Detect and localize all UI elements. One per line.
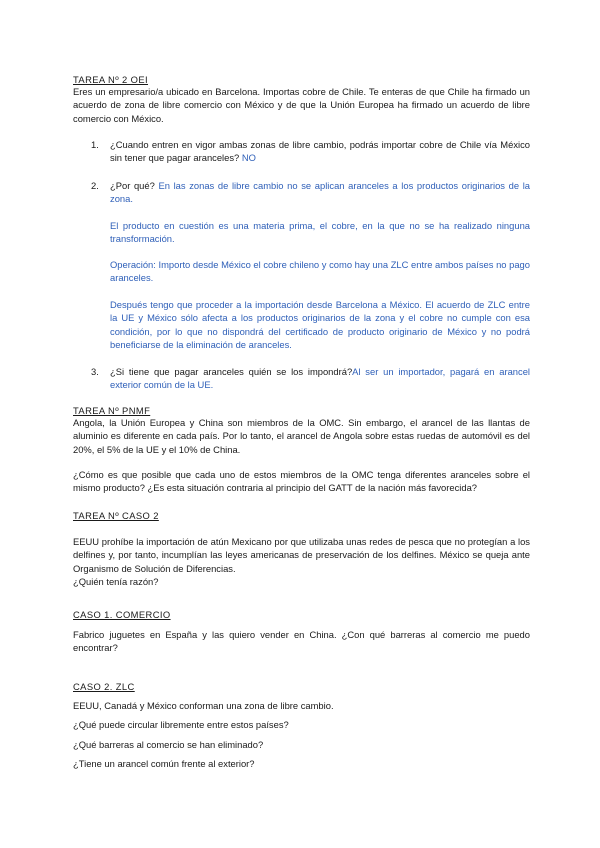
section-heading-pnmf: TAREA Nº PNMF xyxy=(73,405,151,416)
q3-number: 3. xyxy=(91,366,99,377)
section-heading-caso2-tarea: TAREA Nº CASO 2 xyxy=(73,510,159,521)
q2-paragraph-2: El producto en cuestión es una materia prima, el cobre, en la que no se ha realizado ninguna transformación. xyxy=(110,220,530,245)
caso1-paragraph: Fabrico juguetes en España y las quiero vender en China. ¿Con qué barreras al comercio me puedo encontrar? xyxy=(73,629,530,654)
q1-item xyxy=(110,138,530,165)
q3-answer: Al ser un importador, pagará en arancel exterior común de la UE. xyxy=(110,366,530,391)
oei-intro: Eres un empresario/a ubicado en Barcelona. Importas cobre de Chile. Te enteras de que Chile ha firmado un acuerdo de zona de libre comercio con México y de que la Unión Europea ha firmado un acuerdo de libre comercio con México. xyxy=(73,86,530,124)
caso2-line-2: ¿Qué puede circular libremente entre estos países? xyxy=(73,719,289,730)
caso2-line-4: ¿Tiene un arancel común frente al exterior? xyxy=(73,758,255,769)
q2-text: ¿Por qué? xyxy=(110,180,155,191)
caso2-line-1: EEUU, Canadá y México conforman una zona de libre cambio. xyxy=(73,700,334,711)
q3-item xyxy=(110,365,530,392)
q2-item xyxy=(110,179,530,206)
q1-number: 1. xyxy=(91,139,99,150)
q2-answer: En las zonas de libre cambio no se aplican aranceles a los productos originarios de la zona. xyxy=(110,180,530,205)
q3-text: ¿Si tiene que pagar aranceles quién se los impondrá? xyxy=(110,366,353,377)
pnmf-paragraph-2: ¿Cómo es que posible que cada uno de estos miembros de la OMC tenga diferentes aranceles sobre el mismo producto? ¿Es esta situación contraria al principio del GATT de la nación más favorecida? xyxy=(73,469,530,494)
caso2-tarea-paragraph-1: EEUU prohíbe la importación de atún Mexicano por que utilizaba unas redes de pesca que no protegían a los delfines y, por tanto, incumplían las leyes americanas de preservación de los delfines. México se queja ante Organismo de Solución de Diferencias. xyxy=(73,536,530,574)
caso2-line-3: ¿Qué barreras al comercio se han eliminado? xyxy=(73,739,264,750)
q2-paragraph-3: Operación: Importo desde México el cobre chileno y como hay una ZLC entre ambos países no pago aranceles. xyxy=(110,259,530,284)
section-heading-caso1: CASO 1. COMERCIO xyxy=(73,609,171,620)
q2-paragraph-4: Después tengo que proceder a la importación desde Barcelona a México. El acuerdo de ZLC entre la UE y México sólo afecta a los productos originarios de la zona y el cobre no cumple con esa condición, por lo que no dispondrá del certificado de producto originario de México y no podrá beneficiarse de la eliminación de aranceles. xyxy=(110,299,530,351)
q1-answer: NO xyxy=(239,152,256,164)
section-heading-caso2-zlc: CASO 2. ZLC xyxy=(73,681,135,692)
pnmf-paragraph-1: Angola, la Unión Europea y China son miembros de la OMC. Sin embargo, el arancel de las llantas de aluminio es diferente en cada país. Por lo tanto, el arancel de Angola sobre estas ruedas de automóvil es del 20%, el 5% de la UE y el 10% de China. xyxy=(73,417,530,455)
caso2-tarea-paragraph-2: ¿Quién tenía razón? xyxy=(73,576,159,587)
section-heading-oei: TAREA Nº 2 OEI xyxy=(73,74,149,85)
q2-number: 2. xyxy=(91,180,99,191)
q1-text: ¿Cuando entren en vigor ambas zonas de libre cambio, podrás importar cobre de Chile vía México sin tener que pagar aranceles? xyxy=(110,139,530,164)
